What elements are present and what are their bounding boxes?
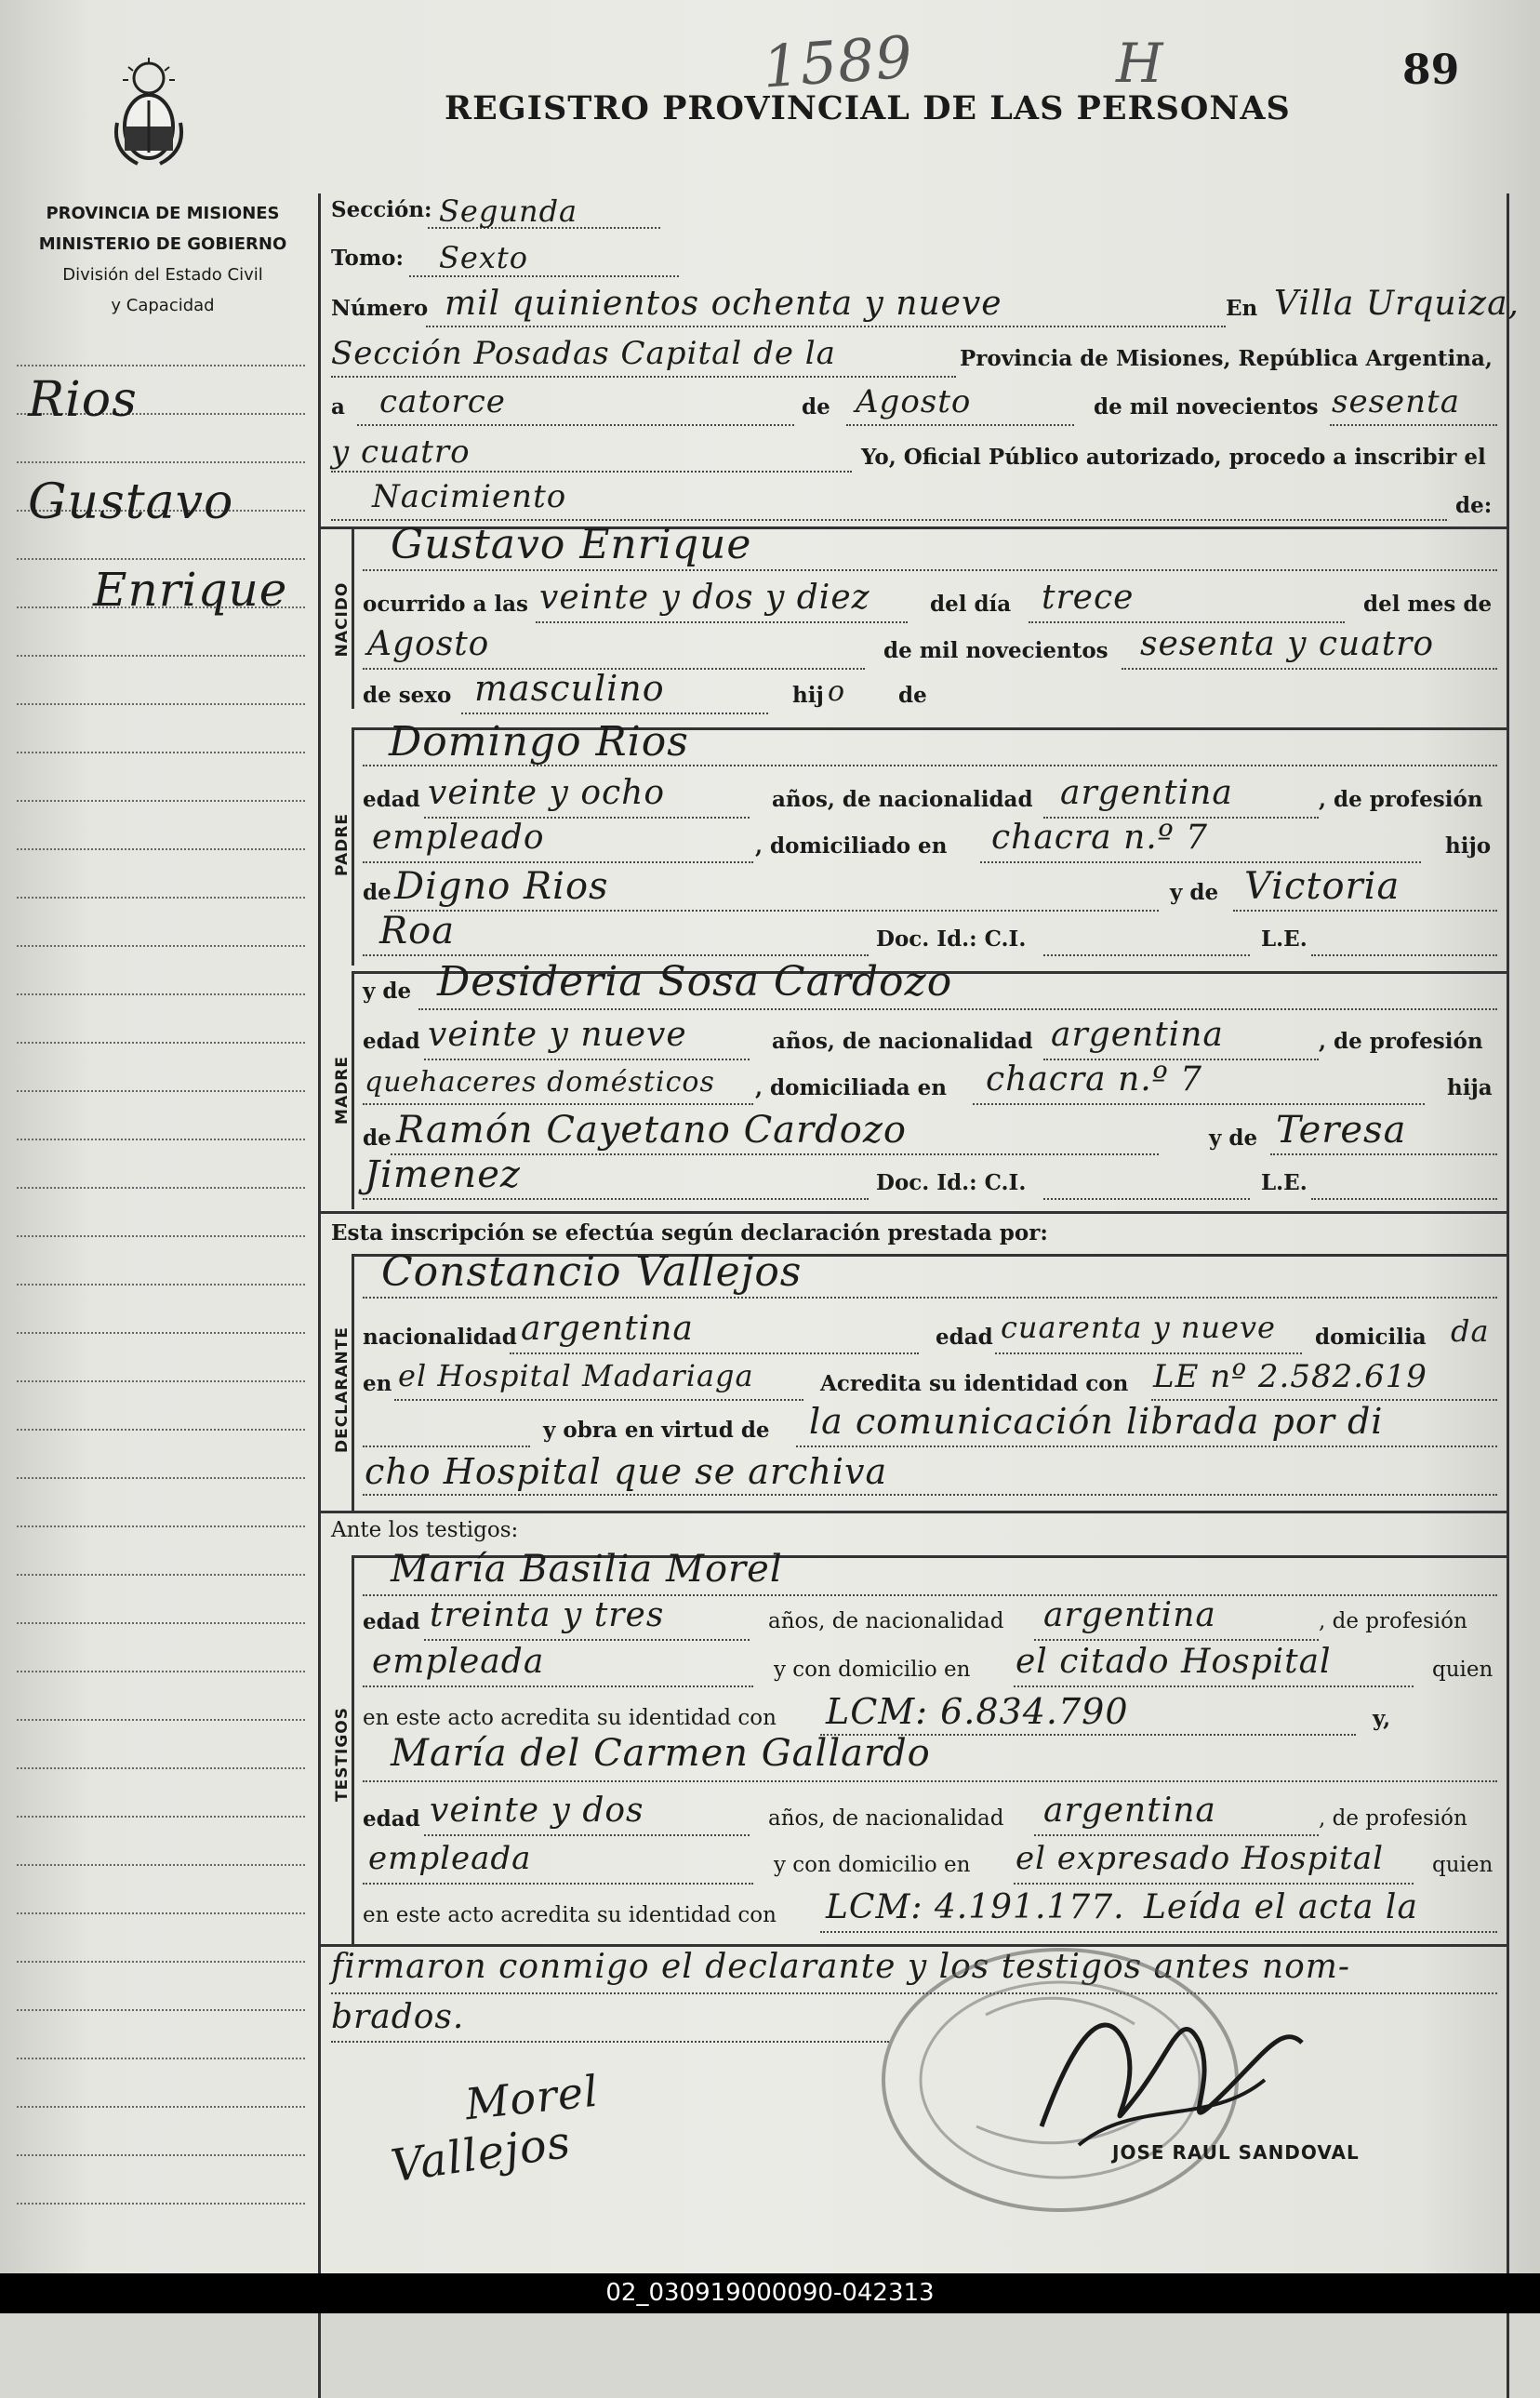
capacity-line: y Capacidad — [111, 296, 215, 315]
madre-side-label: MADRE — [333, 1056, 352, 1125]
margin-rule — [17, 558, 305, 560]
declarante-virtud-2: cho Hospital que se archiva — [365, 1451, 888, 1492]
padre-madre-line-2 — [363, 954, 869, 956]
t2-nacionalidad: argentina — [1043, 1792, 1216, 1830]
margin-rule — [17, 1477, 305, 1479]
margin-rule — [17, 848, 305, 850]
sexo-line — [461, 713, 768, 714]
madre-edad-value: veinte y nueve — [428, 1016, 687, 1054]
ministry-line: MINISTERIO DE GOBIERNO — [38, 234, 287, 254]
anio-value-1: sesenta — [1332, 383, 1460, 420]
declarante-name: Constancio Vallejos — [381, 1248, 803, 1296]
madre-padre-nombre: Ramón Cayetano Cardozo — [396, 1109, 907, 1152]
madre-side-border — [352, 971, 354, 1209]
margin-rule — [17, 2058, 305, 2059]
declarante-side-label: DECLARANTE — [333, 1326, 352, 1453]
padre-domicilio: chacra n.º 7 — [991, 819, 1208, 857]
declarante-edad: cuarenta y nueve — [1001, 1310, 1276, 1345]
declarante-acredita-label: Acredita su identidad con — [820, 1371, 1129, 1396]
t2-anios-label: años, de nacionalidad — [768, 1806, 1004, 1831]
dia-value: catorce — [379, 383, 506, 420]
de-colon: de: — [1455, 493, 1493, 518]
declarante-virtud-label: y obra en virtud de — [543, 1418, 770, 1443]
t2-dom-line — [1014, 1883, 1414, 1885]
padre-prof-label: , de profesión — [1319, 787, 1483, 812]
margin-rule — [17, 1961, 305, 1963]
provincia-text: Provincia de Misiones, República Argentina, — [960, 346, 1493, 371]
margin-rule — [17, 2203, 305, 2205]
nacido-side-label: NACIDO — [333, 581, 352, 658]
signature-vallejos: Vallejos — [388, 2115, 575, 2193]
cierre-text-1: firmaron conmigo el declarante y los testigos antes nom- — [331, 1948, 1351, 1986]
t1-prof-line — [363, 1685, 753, 1687]
declarante-virtud-1: la comunicación librada por di — [809, 1401, 1384, 1442]
padre-hijo-label: hijo — [1445, 833, 1492, 859]
tomo-value: Sexto — [439, 240, 529, 275]
padre-madre-nombre-1: Victoria — [1244, 865, 1401, 908]
nacido-name-line — [363, 569, 1497, 571]
t2-doc-line — [820, 1931, 1497, 1933]
province-line: PROVINCIA DE MISIONES — [46, 204, 280, 223]
t1-name: María Basilia Morel — [391, 1548, 783, 1591]
madre-madre-nombre-2: Jimenez — [365, 1153, 521, 1196]
de-label: de — [802, 394, 830, 420]
t2-prof-label: , de profesión — [1319, 1806, 1467, 1831]
padre-le-label: L.E. — [1261, 926, 1308, 952]
t2-profesion: empleada — [368, 1840, 532, 1877]
padre-anios-label: años, de nacionalidad — [772, 787, 1033, 812]
t2-prof-line — [363, 1883, 753, 1885]
madre-y-de-label: y de — [363, 979, 412, 1004]
padre-dom-line — [980, 861, 1421, 863]
padre-edad-label: edad — [363, 787, 420, 812]
margin-rule — [17, 1332, 305, 1334]
nacido-dia-value: trece — [1042, 579, 1135, 617]
declarante-name-line — [363, 1297, 1497, 1299]
testigos-side-border — [352, 1555, 354, 1944]
t2-edad-label: edad — [363, 1806, 420, 1832]
padre-edad-value: veinte y ocho — [428, 774, 666, 812]
division-line: División del Estado Civil — [62, 265, 263, 285]
testigos-top-rule — [318, 1511, 1507, 1513]
padre-dom-label: , domiciliado en — [755, 833, 948, 859]
t2-acredita-label: en este acto acredita su identidad con — [363, 1903, 777, 1927]
nacido-anio-line — [1122, 668, 1497, 670]
madre-doc-line — [1043, 1198, 1250, 1200]
sexo-label: de sexo — [363, 683, 452, 708]
t1-dom-label: y con domicilio en — [774, 1658, 971, 1682]
numero-line — [426, 326, 1226, 327]
margin-rule — [17, 897, 305, 899]
footer-barcode-text: 02_030919000090-042313 — [605, 2279, 935, 2307]
declarante-documento: LE nº 2.582.619 — [1153, 1358, 1427, 1395]
declarante-en-label: en — [363, 1371, 392, 1396]
coat-of-arms-icon — [110, 58, 188, 167]
margin-first-name: Gustavo — [28, 474, 234, 530]
margin-second-name: Enrique — [93, 563, 288, 617]
t2-domicilio: el expresado Hospital — [1016, 1840, 1385, 1877]
madre-nacionalidad: argentina — [1051, 1016, 1224, 1054]
nacido-anio-value: sesenta y cuatro — [1140, 625, 1435, 663]
t1-edad-label: edad — [363, 1609, 420, 1634]
margin-rule — [17, 1090, 305, 1092]
seccion-value: Segunda — [439, 193, 578, 229]
ocurrido-label: ocurrido a las — [363, 592, 528, 617]
tomo-label: Tomo: — [331, 246, 404, 271]
margin-rule — [17, 1767, 305, 1769]
declarante-virtud-line — [796, 1445, 1497, 1447]
tomo-line — [409, 275, 679, 277]
en-value-2: Sección Posadas Capital de la — [331, 335, 836, 372]
madre-edad-line — [424, 1059, 750, 1060]
hora-line — [536, 621, 908, 623]
nacido-side-border — [352, 526, 354, 709]
testigos-side-label: TESTIGOS — [333, 1706, 352, 1803]
seccion-label: Sección: — [331, 197, 432, 222]
declarante-dom-line — [394, 1399, 803, 1401]
margin-rule — [17, 1187, 305, 1189]
numero-value: mil quinientos ochenta y nueve — [445, 285, 1002, 323]
madre-profesion: quehaceres domésticos — [365, 1066, 715, 1099]
declarante-domicilio: el Hospital Madariaga — [398, 1358, 754, 1393]
madre-prof-line — [363, 1103, 753, 1105]
madre-dom-label: , domiciliada en — [755, 1075, 947, 1100]
declarante-top-rule — [318, 1211, 1507, 1214]
padre-le-line — [1311, 954, 1497, 956]
en-value-1: Villa Urquiza, — [1274, 285, 1520, 323]
t1-edad-line — [424, 1639, 750, 1641]
madre-doc-label: Doc. Id.: C.I. — [876, 1170, 1027, 1195]
margin-rule — [17, 1235, 305, 1237]
margin-rule — [17, 993, 305, 995]
margin-rule — [17, 1574, 305, 1576]
t1-profesion: empleada — [372, 1643, 545, 1681]
t2-nac-line — [1034, 1834, 1319, 1836]
t2-name-line — [363, 1780, 1497, 1782]
t1-dom-line — [1014, 1685, 1414, 1687]
anio-line — [1330, 424, 1497, 426]
margin-rule — [17, 1284, 305, 1286]
madre-anios-label: años, de nacionalidad — [772, 1029, 1033, 1054]
margin-rule — [17, 1525, 305, 1527]
margin-rule — [17, 1671, 305, 1672]
padre-profesion: empleado — [372, 819, 545, 857]
footer-bar — [0, 2273, 1540, 2313]
nacido-mes-value: Agosto — [367, 625, 490, 663]
anio-label: de mil novecientos — [1094, 394, 1319, 420]
madre-de-label: de — [363, 1126, 392, 1151]
t2-edad-line — [424, 1834, 750, 1836]
madre-domicilio: chacra n.º 7 — [986, 1060, 1202, 1099]
declarante-side-border — [352, 1254, 354, 1511]
signature-morel: Morel — [462, 2065, 602, 2130]
madre-name: Desideria Sosa Cardozo — [437, 958, 953, 1006]
madre-hija-label: hija — [1447, 1075, 1493, 1100]
madre-edad-label: edad — [363, 1029, 420, 1054]
declarante-virtud-line-2 — [363, 1494, 1497, 1496]
margin-rule — [17, 365, 305, 366]
t1-edad: treinta y tres — [430, 1596, 665, 1634]
handwritten-record-number: 1589 — [760, 22, 916, 101]
del-mes-label: del mes de — [1363, 592, 1493, 617]
margin-rule — [17, 1042, 305, 1044]
madre-dom-line — [973, 1103, 1425, 1105]
dia-line — [357, 424, 794, 426]
margin-rule — [17, 1622, 305, 1624]
declarante-domicilia-suffix: da — [1451, 1313, 1490, 1349]
padre-doc-line — [1043, 954, 1250, 956]
oficial-text: Yo, Oficial Público autorizado, procedo a inscribir el — [861, 445, 1486, 470]
hijo-label: hij — [792, 683, 824, 708]
numero-label: Número — [331, 296, 429, 321]
t2-documento: LCM: 4.191.177. — [826, 1888, 1125, 1926]
t2-edad: veinte y dos — [430, 1792, 644, 1830]
margin-rule — [17, 945, 305, 947]
margin-surname: Rios — [28, 372, 138, 428]
margin-rule — [17, 461, 305, 463]
madre-madre-nombre-1: Teresa — [1276, 1109, 1407, 1152]
t2-quien: quien — [1432, 1853, 1494, 1877]
madre-madre-line-2 — [363, 1198, 869, 1200]
padre-name: Domingo Rios — [389, 718, 689, 766]
declarante-nac-line — [510, 1352, 919, 1354]
t1-nacionalidad: argentina — [1043, 1596, 1216, 1634]
margin-rule — [17, 1429, 305, 1431]
page-number: 89 — [1402, 47, 1460, 94]
nacido-anio-label: de mil novecientos — [883, 638, 1109, 663]
sexo-value: masculino — [474, 668, 665, 709]
t1-domicilio: el citado Hospital — [1016, 1643, 1332, 1681]
declarante-nac-label: nacionalidad — [363, 1325, 517, 1350]
t1-y: y, — [1373, 1706, 1391, 1731]
padre-madre-line — [1233, 910, 1497, 912]
t2-dom-label: y con domicilio en — [774, 1853, 971, 1877]
nacido-dia-line — [1029, 621, 1345, 623]
hijo-suffix: o — [828, 675, 846, 708]
padre-prof-line — [363, 861, 753, 863]
hijo-de-label: de — [898, 683, 927, 708]
en-line-2 — [331, 376, 956, 378]
margin-rule — [17, 2154, 305, 2156]
main-left-border — [318, 193, 321, 2398]
anio-line-2 — [331, 471, 852, 473]
margin-rule — [17, 703, 305, 705]
padre-de-label: de — [363, 880, 392, 905]
margin-rule — [17, 1816, 305, 1818]
cierre-line-2 — [331, 2041, 889, 2043]
padre-doc-label: Doc. Id.: C.I. — [876, 926, 1027, 952]
padre-madre-nombre-2: Roa — [379, 910, 456, 953]
madre-prof-label: , de profesión — [1319, 1029, 1483, 1054]
madre-madre-line — [1270, 1153, 1497, 1155]
madre-name-line — [418, 1008, 1497, 1010]
margin-rule — [17, 2009, 305, 2011]
madre-le-line — [1311, 1198, 1497, 1200]
tipo-value: Nacimiento — [372, 478, 567, 515]
t2-extra: Leída el acta la — [1144, 1888, 1418, 1926]
padre-side-border — [352, 727, 354, 966]
hora-value: veinte y dos y diez — [539, 579, 870, 617]
declarante-domicilia-label: domicilia — [1315, 1325, 1427, 1350]
madre-le-label: L.E. — [1261, 1170, 1308, 1195]
official-name: JOSE RAUL SANDOVAL — [1112, 2141, 1360, 2164]
t1-documento: LCM: 6.834.790 — [826, 1691, 1129, 1732]
padre-padre-nombre: Digno Rios — [394, 865, 609, 908]
margin-rule — [17, 1719, 305, 1721]
margin-rule — [17, 752, 305, 753]
page-title: REGISTRO PROVINCIAL DE LAS PERSONAS — [445, 89, 1291, 127]
margin-rule — [17, 1380, 305, 1382]
padre-y-de-label: y de — [1170, 880, 1219, 905]
province-header — [19, 198, 307, 321]
en-label: En — [1226, 296, 1258, 321]
margin-rule — [17, 1864, 305, 1866]
t1-nac-line — [1034, 1639, 1319, 1641]
handwritten-mark: H — [1116, 32, 1164, 95]
a-label: a — [331, 394, 345, 420]
t1-anios-label: años, de nacionalidad — [768, 1609, 1004, 1633]
testigos-intro: Ante los testigos: — [331, 1518, 519, 1542]
declarante-edad-line — [995, 1352, 1302, 1354]
margin-rule — [17, 1912, 305, 1914]
mes-value: Agosto — [856, 383, 972, 420]
t1-acredita-label: en este acto acredita su identidad con — [363, 1706, 777, 1730]
margin-rule — [17, 2106, 305, 2108]
t1-quien: quien — [1432, 1658, 1494, 1682]
nacido-name: Gustavo Enrique — [391, 521, 752, 568]
madre-y-de-label-2: y de — [1209, 1126, 1258, 1151]
cierre-text-2: brados. — [331, 1998, 465, 2036]
del-dia-label: del día — [930, 592, 1012, 617]
declarante-intro: Esta inscripción se efectúa según declaración prestada por: — [331, 1220, 1048, 1246]
mes-line — [846, 424, 1074, 426]
margin-rule — [17, 1139, 305, 1140]
padre-padre-line — [391, 910, 1159, 912]
margin-rule — [17, 655, 305, 657]
main-right-border — [1507, 193, 1509, 2398]
declarante-nacionalidad: argentina — [521, 1310, 694, 1348]
anio-value-2: y cuatro — [331, 433, 471, 471]
padre-side-label: PADRE — [333, 813, 352, 876]
declarante-virtud-blank — [363, 1445, 530, 1447]
margin-rule — [17, 800, 305, 802]
t1-prof-label: , de profesión — [1319, 1609, 1467, 1633]
declarante-edad-label: edad — [936, 1325, 993, 1350]
t2-name: María del Carmen Gallardo — [391, 1732, 931, 1775]
padre-nacionalidad: argentina — [1060, 774, 1233, 812]
